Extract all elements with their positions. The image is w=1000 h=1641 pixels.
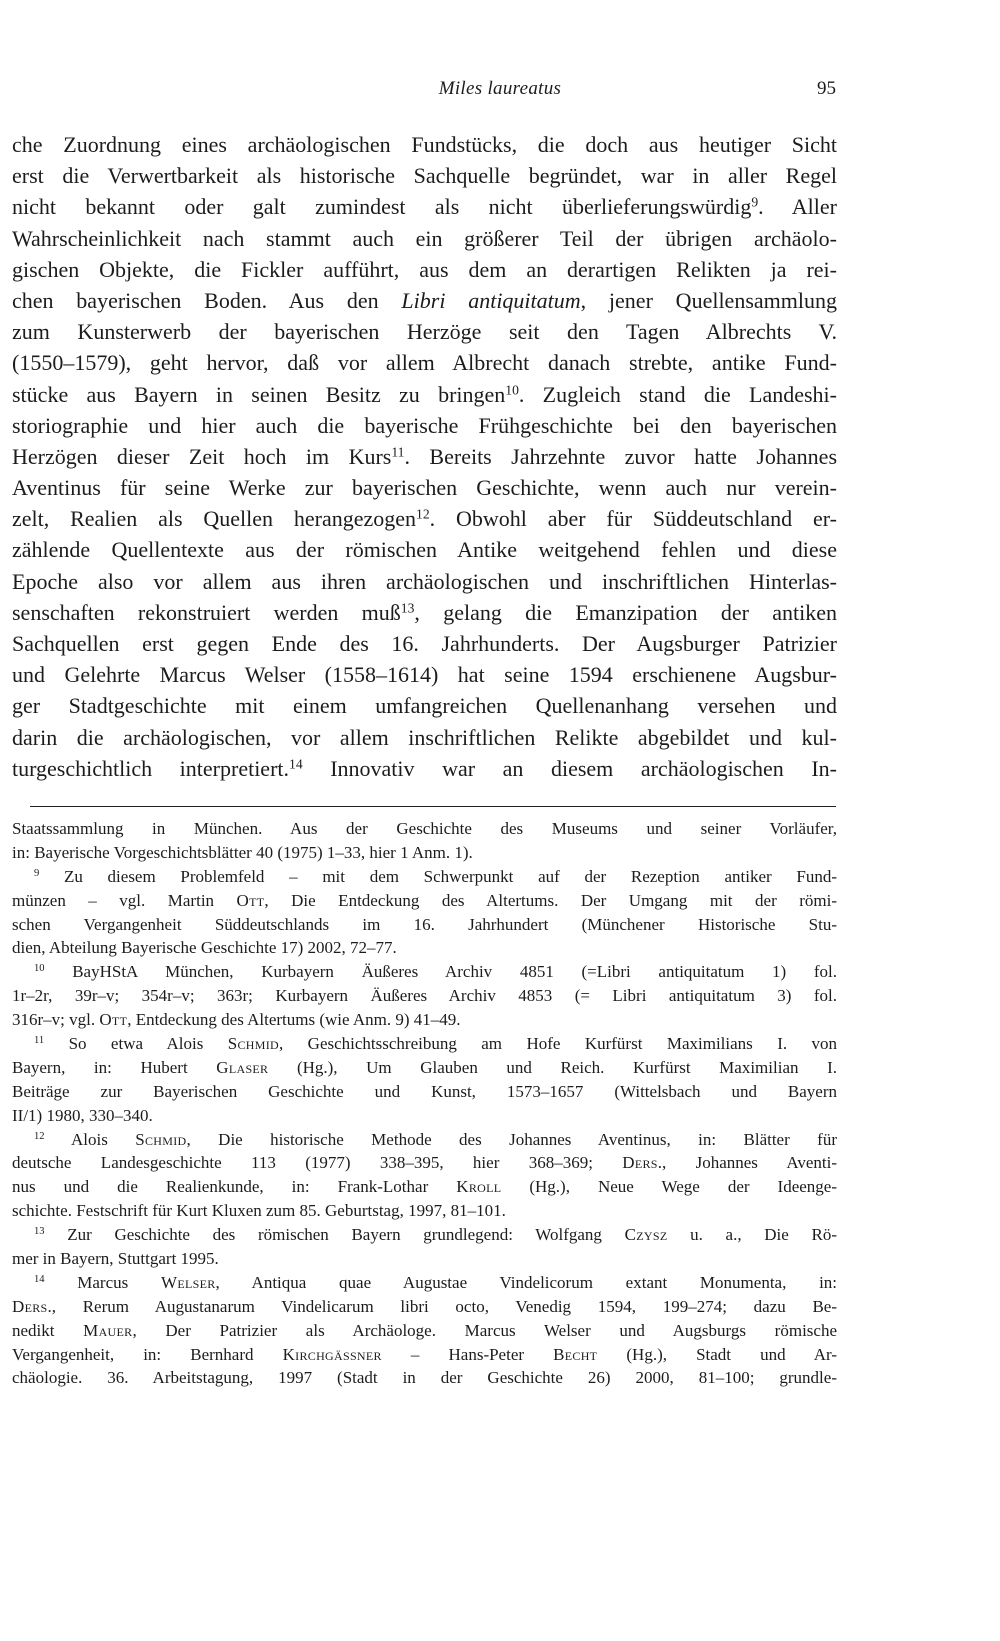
footnote-ref: 13 — [400, 600, 415, 616]
footnote-ref: 11 — [391, 444, 405, 460]
footnote-line: in: Bayerische Vorgeschichtsblätter 40 (1975) 1–33, hier 1 Anm. 1). — [12, 842, 473, 862]
footnote-line: münzen – vgl. Martin Ott, Die Entdeckung des Altertums. Der Umgang mit der römi- — [12, 890, 837, 910]
footnote-line: 1r–2r, 39r–v; 354r–v; 363r; Kurbayern Äußeres Archiv 4853 (= Libri antiquitatum 3) fol. — [12, 986, 837, 1006]
footnote-13: $^{13}$ Zur Geschichte des römischen Bayern grundlegend: Wolfgang Czysz u. a., Die Rö- — [34, 1225, 838, 1245]
text-line: senschaften rekonstruiert werden muß$^{13}$, gelang die Emanzipation der antiken — [12, 599, 837, 625]
footnote-ref: 14 — [289, 756, 303, 772]
text-line: chen bayerischen Boden. Aus den Libri antiquitatum, jener Quellensammlung — [12, 287, 837, 313]
footnote-line: Vergangenheit, in: Bernhard Kirchgässner – Hans-Peter Becht (Hg.), Stadt und Ar- — [12, 1344, 838, 1364]
running-head — [0, 78, 1000, 108]
footnote-line: deutsche Landesgeschichte 113 (1977) 338–395, hier 368–369; Ders., Johannes Aventi- — [12, 1153, 837, 1173]
footnote-line: II/1) 1980, 330–340. — [12, 1105, 153, 1125]
footnote-line: schen Vergangenheit Süddeutschlands im 16. Jahrhundert (Münchener Historische Stu- — [12, 914, 837, 934]
text-line: Wahrscheinlichkeit nach stammt auch ein größerer Teil der übrigen archäolo- — [12, 225, 837, 251]
page-number: 95 — [817, 78, 836, 99]
footnote-ref: 9 — [751, 194, 759, 210]
text-line: und Gelehrte Marcus Welser (1558–1614) hat seine 1594 erschienene Augsbur- — [12, 662, 837, 688]
footnotes — [12, 817, 837, 1390]
text-line: storiographie und hier auch die bayerische Frühgeschichte bei den bayerischen — [12, 412, 837, 438]
text-line: gischen Objekte, die Fickler aufführt, aus dem an derartigen Relikten ja rei- — [12, 256, 837, 282]
footnote-line: Ders., Rerum Augustanarum Vindelicarum libri octo, Venedig 1594, 199–274; dazu Be- — [12, 1296, 837, 1316]
text-line: darin die archäologischen, vor allem inschriftlichen Relikte abgebildet und kul- — [12, 724, 837, 750]
footnote-line: Staatssammlung in München. Aus der Geschichte des Museums und seiner Vorläufer, — [12, 819, 837, 838]
text-line: zelt, Realien als Quellen herangezogen$^{12}$. Obwohl aber für Süddeutschland er- — [12, 506, 837, 532]
footnote-line: chäologie. 36. Arbeitstagung, 1997 (Stadt in der Geschichte 26) 2000, 81–100; grundle- — [12, 1368, 837, 1388]
footnote-ref: 10 — [505, 382, 519, 397]
footnote-14: $^{14}$ Marcus Welser, Antiqua quae Augustae Vindelicorum extant Monumenta, in: — [34, 1272, 838, 1292]
text-line: Epoche also vor allem aus ihren archäologischen und inschriftlichen Hinterlas- — [12, 568, 837, 594]
footnote-10: $^{10}$ BayHStA München, Kurbayern Äußeres Archiv 4851 (=Libri antiquitatum 1) fol. — [34, 962, 838, 982]
footnote-12: $^{12}$ Alois Schmid, Die historische Methode des Johannes Aventinus, in: Blätter für — [34, 1129, 837, 1149]
footnote-11: $^{11}$ So etwa Alois Schmid, Geschichtsschreibung am Hofe Kurfürst Maximilians I. von — [34, 1034, 838, 1054]
footnote-line: Bayern, in: Hubert Glaser (Hg.), Um Glauben und Reich. Kurfürst Maximilian I. — [12, 1057, 837, 1077]
main-text — [12, 129, 837, 784]
text-line: (1550–1579), geht hervor, daß vor allem Albrecht danach strebte, antike Fund- — [12, 350, 837, 376]
text-line: Herzögen dieser Zeit hoch im Kurs$^{11}$. Bereits Jahrzehnte zuvor hatte Johannes — [12, 443, 838, 469]
text-line: zählende Quellentexte aus der römischen Antike weitgehend fehlen und diese — [12, 537, 837, 563]
footnote-separator — [30, 806, 836, 807]
text-line: erst die Verwertbarkeit als historische Sachquelle begründet, war in aller Regel — [12, 163, 837, 189]
text-line: che Zuordnung eines archäologischen Fundstücks, die doch aus heutiger Sicht — [12, 132, 837, 157]
text-line: ger Stadtgeschichte mit einem umfangreichen Quellenanhang versehen und — [12, 693, 837, 719]
footnote-ref: 12 — [416, 506, 430, 522]
text-line: Sachquellen erst gegen Ende des 16. Jahrhunderts. Der Augsburger Patrizier — [12, 631, 837, 656]
footnote-line: nus und die Realienkunde, in: Frank-Lothar Kroll (Hg.), Neue Wege der Ideenge- — [12, 1177, 838, 1197]
running-title: Miles laureatus — [438, 78, 562, 99]
footnote-line: schichte. Festschrift für Kurt Kluxen zum 85. Geburtstag, 1997, 81–101. — [12, 1201, 506, 1221]
footnote-line: mer in Bayern, Stuttgart 1995. — [12, 1249, 219, 1269]
footnote-line: nedikt Mauer, Der Patrizier als Archäologe. Marcus Welser und Augsburgs römische — [12, 1320, 838, 1340]
italic-title: Libri antiquitatum — [401, 287, 581, 313]
footnote-line: dien, Abteilung Bayerische Geschichte 17) 2002, 72–77. — [12, 938, 397, 958]
footnote-line: Beiträge zur Bayerischen Geschichte und Kunst, 1573–1657 (Wittelsbach und Bayern — [12, 1081, 837, 1101]
text-line: stücke aus Bayern in seinen Besitz zu bringen$^{10}$. Zugleich stand die Landeshi- — [12, 381, 837, 407]
text-line: turgeschichtlich interpretiert.$^{14}$ Innovativ war an diesem archäologischen In- — [12, 755, 837, 781]
text-line: Aventinus für seine Werke zur bayerischen Geschichte, wenn auch nur verein- — [12, 475, 837, 501]
footnote-9: $^9$ Zu diesem Problemfeld – mit dem Schwerpunkt auf der Rezeption antiker Fund- — [34, 866, 837, 886]
footnote-line: 316r–v; vgl. Ott, Entdeckung des Altertums (wie Anm. 9) 41–49. — [12, 1010, 461, 1030]
text-line: nicht bekannt oder galt zumindest als nicht überlieferungswürdig$^9$. Aller — [12, 194, 837, 220]
text-line: zum Kunsterwerb der bayerischen Herzöge seit den Tagen Albrechts V. — [12, 319, 837, 345]
